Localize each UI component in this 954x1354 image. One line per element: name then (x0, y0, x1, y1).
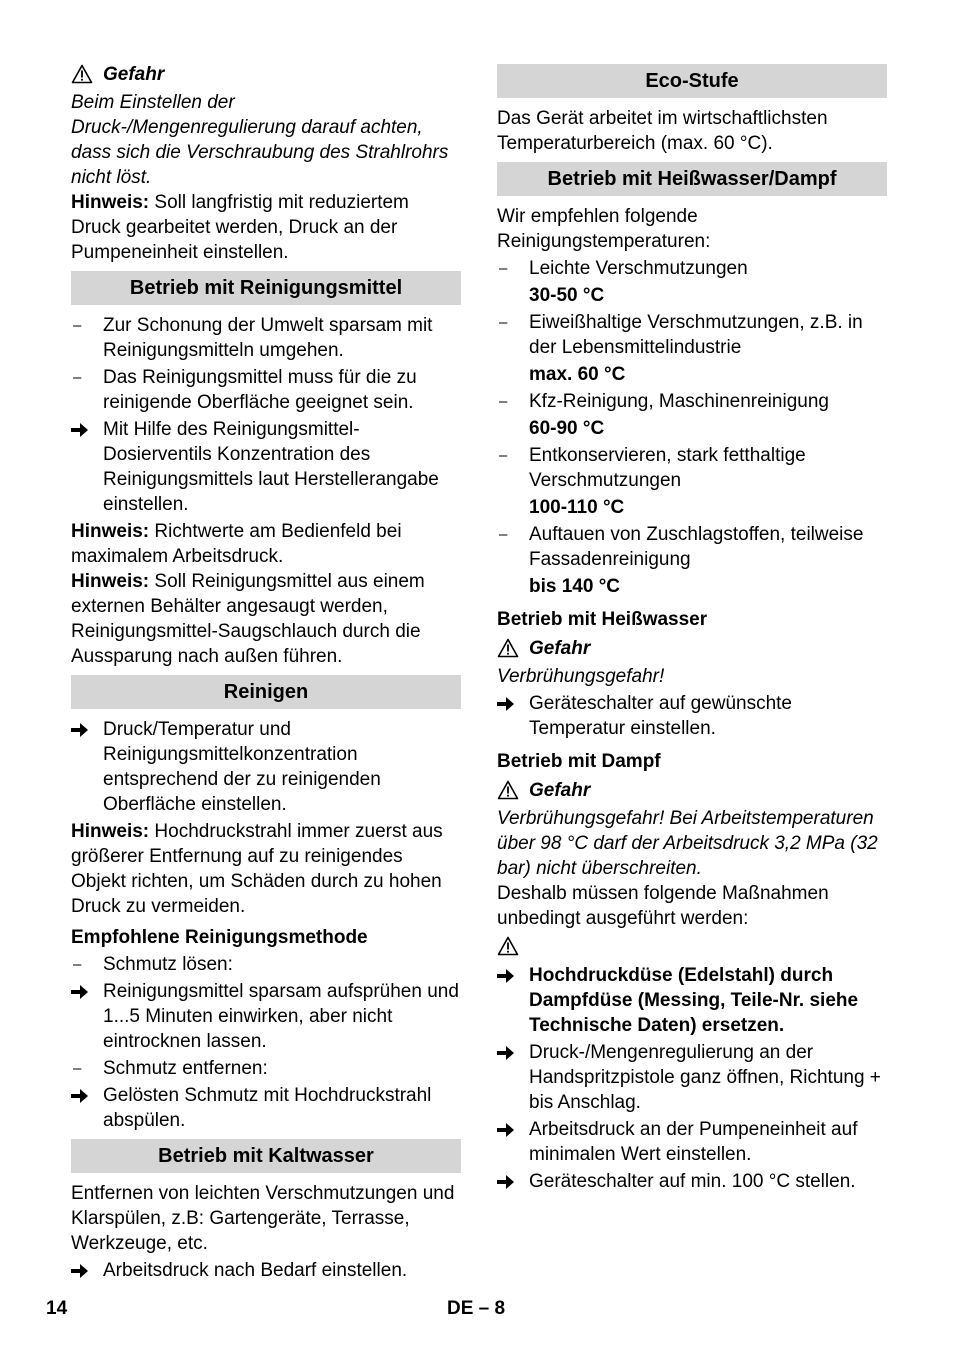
warning-text: Verbrühungsgefahr! Bei Arbeitstemperaturen über 98 °C darf der Arbeitsdruck 3,2 MPa (32 bar) nicht überschreiten. (497, 808, 878, 879)
temperature-value: 30-50 °C (529, 285, 605, 306)
cold-water-text: Entfernen von leichten Verschmutzungen und Klarspülen, z.B: Gartengeräte, Terrasse, Werkzeuge, etc. (71, 1183, 455, 1254)
hint-text: Hochdruckstrahl immer zuerst aus größerer Entfernung auf zu reinigendes Objekt richten, um Schäden durch zu hohen Druck zu vermeiden. (71, 821, 443, 917)
dash-bullet: – (73, 317, 82, 334)
danger-warning (497, 632, 887, 664)
warning-triangle-icon (71, 64, 93, 84)
warning-label: Gefahr (103, 63, 165, 85)
dash-bullet: – (499, 393, 508, 410)
steam-list (497, 963, 887, 1194)
hint-label: Hinweis: (71, 571, 150, 592)
list-item (497, 1117, 887, 1167)
list-item-text: Gelösten Schmutz mit Hochdruckstrahl abspülen. (103, 1085, 432, 1131)
temperature-value: max. 60 °C (529, 364, 626, 385)
warning-triangle-icon (497, 780, 519, 800)
dash-bullet: – (499, 260, 508, 277)
list-item-text: Druck/Temperatur und Reinigungsmittelkonzentration entsprechend der zu reinigenden Oberfläche einstellen. (103, 719, 381, 815)
arrow-right-icon (71, 1263, 89, 1279)
list-item-text: Arbeitsdruck nach Bedarf einstellen. (103, 1260, 408, 1281)
warning-label: Gefahr (529, 779, 591, 801)
arrow-right-icon (71, 984, 89, 1000)
section-heading-cleaning-agent: Betrieb mit Reinigungsmittel (71, 271, 461, 305)
section-heading-cold-water: Betrieb mit Kaltwasser (71, 1139, 461, 1173)
cold-water-list (71, 1258, 461, 1283)
warning-label: Gefahr (529, 637, 591, 659)
temperature-label: Entkonservieren, stark fetthaltige Verschmutzungen (529, 445, 806, 491)
dash-bullet: – (499, 447, 508, 464)
arrow-right-icon (497, 1122, 515, 1138)
arrow-right-icon (71, 722, 89, 738)
hint-text: Richtwerte am Bedienfeld bei maximalem Arbeitsdruck. (71, 521, 402, 567)
list-item-text: Reinigungsmittel sparsam aufsprühen und 1...5 Minuten einwirken, aber nicht eintrocknen lassen. (103, 981, 459, 1052)
temperature-label: Kfz-Reinigung, Maschinenreinigung (529, 391, 829, 412)
temperature-value: 60-90 °C (529, 418, 605, 439)
temperature-item (497, 522, 887, 599)
arrow-right-icon (497, 696, 515, 712)
hot-water-list (497, 691, 887, 741)
dash-bullet: – (499, 526, 508, 543)
list-item (71, 365, 461, 415)
temperature-item (497, 256, 887, 308)
list-item (497, 1169, 887, 1194)
temperature-value: bis 140 °C (529, 576, 621, 597)
temperature-label: Leichte Verschmutzungen (529, 258, 748, 279)
warning-text: Verbrühungsgefahr! (497, 666, 665, 687)
list-item (497, 691, 887, 741)
dash-bullet: – (499, 314, 508, 331)
danger-warning (497, 774, 887, 806)
list-item (497, 1040, 887, 1115)
list-item-text: Zur Schonung der Umwelt sparsam mit Reinigungsmitteln umgehen. (103, 315, 433, 361)
warning-text: Beim Einstellen der Druck-/Mengenregulierung darauf achten, dass sich die Verschraubung des Strahlrohrs nicht löst. (71, 92, 449, 188)
hint-paragraph (71, 819, 461, 919)
list-item-text: Druck-/Mengenregulierung an der Handspritzpistole ganz öffnen, Richtung + bis Anschlag. (529, 1042, 881, 1113)
list-item (71, 1056, 461, 1081)
list-item-text: Das Reinigungsmittel muss für die zu reinigende Oberfläche geeignet sein. (103, 367, 417, 413)
steam-intro: Deshalb müssen folgende Maßnahmen unbedingt ausgeführt werden: (497, 883, 829, 929)
section-heading-eco: Eco-Stufe (497, 64, 887, 98)
cleaning-agent-list (71, 313, 461, 517)
list-item-text: Geräteschalter auf min. 100 °C stellen. (529, 1171, 856, 1192)
arrow-right-icon (497, 1174, 515, 1190)
dash-bullet: – (73, 369, 82, 386)
temperature-value: 100-110 °C (529, 497, 625, 518)
list-item-text: Schmutz entfernen: (103, 1058, 268, 1079)
arrow-right-icon (497, 968, 515, 984)
list-item (71, 417, 461, 517)
list-item (71, 979, 461, 1054)
method-list (71, 952, 461, 1133)
hint-label: Hinweis: (71, 821, 150, 842)
left-column (71, 58, 461, 1285)
temperature-item (497, 443, 887, 520)
list-item-text: Hochdruckdüse (Edelstahl) durch Dampfdüse (Messing, Teile-Nr. siehe Technische Daten) ersetzen. (529, 965, 859, 1036)
warning-triangle-icon (497, 638, 519, 658)
right-column (497, 58, 887, 1196)
temperature-list (497, 256, 887, 599)
temperature-intro: Wir empfehlen folgende Reinigungstemperaturen: (497, 206, 711, 252)
list-item-text: Schmutz lösen: (103, 954, 233, 975)
temperature-label: Auftauen von Zuschlagstoffen, teilweise Fassadenreinigung (529, 524, 864, 570)
list-item (71, 1258, 461, 1283)
hint-paragraph (71, 569, 461, 669)
subheading-steam: Betrieb mit Dampf (497, 751, 661, 772)
arrow-right-icon (71, 1088, 89, 1104)
hint-paragraph (71, 519, 461, 569)
warning-symbol (497, 931, 887, 961)
hint-paragraph (71, 190, 461, 265)
eco-text: Das Gerät arbeitet im wirtschaftlichsten Temperaturbereich (max. 60 °C). (497, 108, 828, 154)
list-item (497, 963, 887, 1038)
hint-label: Hinweis: (71, 192, 150, 213)
list-item (71, 1083, 461, 1133)
language-page-label: DE – 8 (447, 1298, 506, 1319)
section-heading-hot-water-steam: Betrieb mit Heißwasser/Dampf (497, 162, 887, 196)
list-item (71, 313, 461, 363)
danger-warning (71, 58, 461, 90)
temperature-item (497, 310, 887, 387)
temperature-label: Eiweißhaltige Verschmutzungen, z.B. in der Lebensmittelindustrie (529, 312, 863, 358)
temperature-item (497, 389, 887, 441)
list-item-text: Arbeitsdruck an der Pumpeneinheit auf minimalen Wert einstellen. (529, 1119, 858, 1165)
hint-text: Soll langfristig mit reduziertem Druck gearbeitet werden, Druck an der Pumpeneinheit einstellen. (71, 192, 409, 263)
cleaning-list (71, 717, 461, 817)
dash-bullet: – (73, 956, 82, 973)
hint-text: Soll Reinigungsmittel aus einem externen Behälter angesaugt werden, Reinigungsmittel-Saugschlauch durch die Aussparung nach außen führen. (71, 571, 425, 667)
list-item (71, 952, 461, 977)
subheading-recommended-method: Empfohlene Reinigungsmethode (71, 927, 368, 948)
list-item (71, 717, 461, 817)
arrow-right-icon (497, 1045, 515, 1061)
list-item-text: Geräteschalter auf gewünschte Temperatur einstellen. (529, 693, 792, 739)
arrow-right-icon (71, 422, 89, 438)
subheading-hot-water: Betrieb mit Heißwasser (497, 609, 708, 630)
list-item-text: Mit Hilfe des Reinigungsmittel-Dosierventils Konzentration des Reinigungsmittels laut Herstellerangabe einstellen. (103, 419, 439, 515)
page-number: 14 (46, 1298, 68, 1319)
hint-label: Hinweis: (71, 521, 150, 542)
section-heading-cleaning: Reinigen (71, 675, 461, 709)
dash-bullet: – (73, 1060, 82, 1077)
warning-triangle-icon (497, 936, 519, 956)
